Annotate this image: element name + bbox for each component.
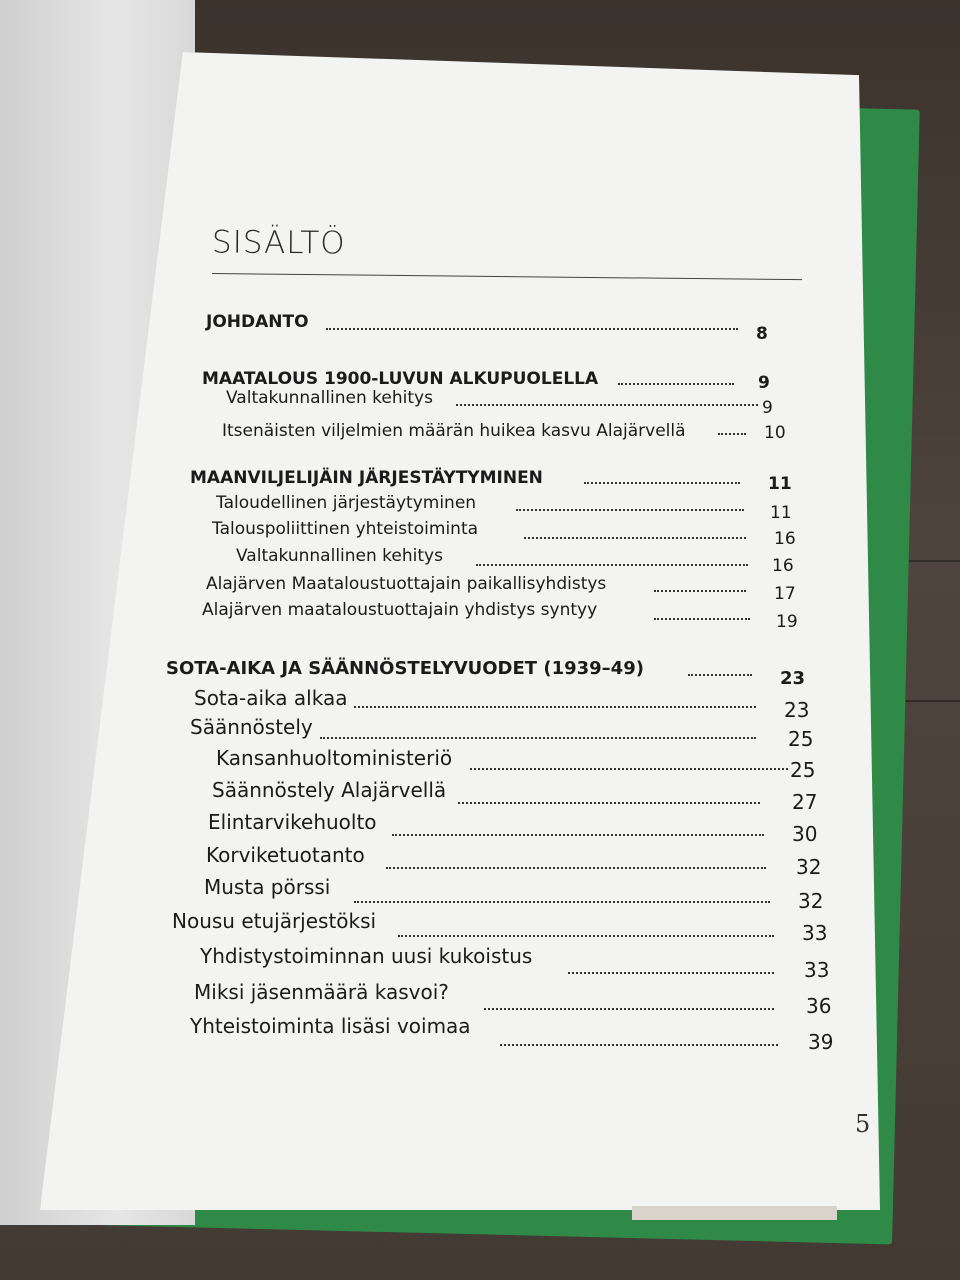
dot-leader: [386, 867, 766, 869]
entry-page: 10: [764, 423, 786, 443]
dot-leader: [326, 328, 738, 330]
dot-leader: [484, 1008, 774, 1010]
dot-leader: [470, 768, 788, 770]
dot-leader: [354, 706, 756, 708]
dot-leader: [516, 509, 744, 511]
dot-leader: [354, 901, 770, 903]
dot-leader: [654, 618, 750, 620]
dot-leader: [476, 564, 748, 566]
dot-leader: [568, 972, 774, 974]
dot-leader: [392, 834, 764, 836]
page-number: 5: [855, 1110, 871, 1138]
dot-leader: [718, 433, 746, 435]
title-divider: [212, 273, 802, 280]
dot-leader: [524, 537, 746, 539]
toc-title: SISÄLTÖ: [211, 224, 346, 262]
dot-leader: [584, 482, 740, 484]
dot-leader: [618, 383, 734, 385]
dot-leader: [320, 737, 756, 739]
dot-leader: [398, 935, 774, 937]
dot-leader: [688, 674, 752, 676]
dot-leader: [456, 404, 758, 406]
dot-leader: [500, 1044, 778, 1046]
toc: SISÄLTÖ JOHDANTO 8 MAATALOUS 1900-LUVUN ALKUPUOLELLA 9 Valtakunnallinen kehitys 9 Itsenäisten viljelmien määrän huikea kasvu Alajärvellä 10 MAANVILJELIJÄIN JÄRJESTÄYTYMINEN 11 Taloudellinen järjestäytyminen 11 Talouspoliittinen yhteistoiminta 16 Valtakunnallinen kehitys 16 Alajärven Maataloustuottajain paikallisyhdistys 17 Alajärven maataloustuottajain yhdistys syntyy 19 SOTA-AIKA JA SÄÄNNÖSTELYVUODET (1939–49) 23 Sota-aika alkaa 23 Säännöstely 25 Kansanhuoltoministeriö 25 Säännöstely Alajärvellä 27 Elintarvikehuolto 30 Korviketuotanto 32 Musta pörssi 32 Nousu etujärjestöksi 33 Yhdistystoiminnan uusi kukoistus 33 Miksi jäsenmäärä kasvoi? 36 Yhteistoiminta lisäsi voimaa 39 5: [166, 224, 871, 1138]
dot-leader: [654, 590, 746, 592]
dot-leader: [458, 802, 760, 804]
